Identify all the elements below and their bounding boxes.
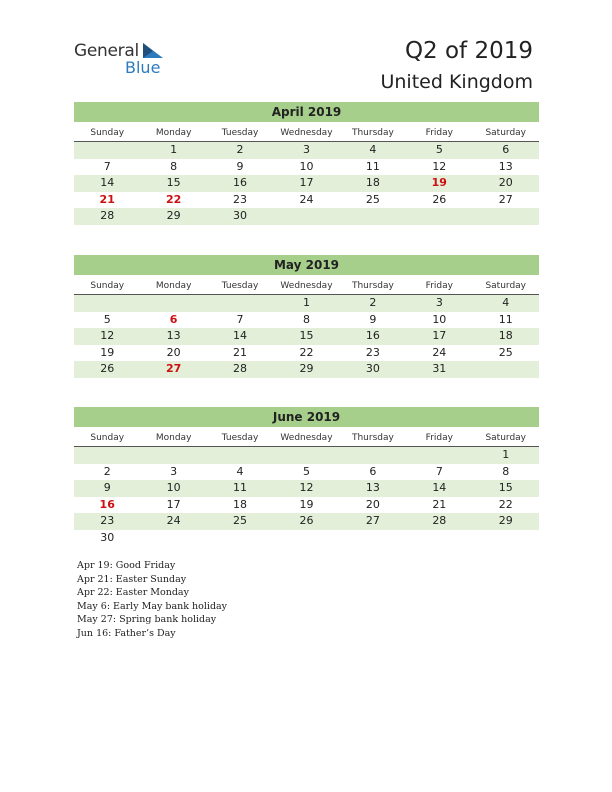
day-cell: 14 (100, 176, 115, 189)
day-cell: 5 (435, 143, 443, 156)
weekday-label: Friday (425, 281, 453, 291)
day-cell: 26 (100, 362, 115, 375)
day-cell: 15 (299, 329, 314, 342)
empty-day-cell (340, 530, 406, 547)
day-cell: 2 (369, 296, 377, 309)
day-cell: 20 (166, 345, 181, 359)
month-may (74, 255, 539, 378)
weekday-label: Sunday (90, 281, 125, 291)
day-cell: 11 (498, 312, 513, 326)
day-cell: 27 (365, 514, 380, 527)
day-cell: 3 (302, 143, 310, 156)
day-cell: 19 (100, 345, 115, 359)
empty-day-cell (140, 447, 206, 464)
day-cell: 4 (236, 464, 244, 478)
day-cell: 14 (432, 481, 447, 494)
holiday-note: Apr 19: Good Friday (77, 560, 176, 571)
holiday-day-cell: 27 (165, 362, 182, 375)
day-cell: 3 (170, 464, 178, 478)
month-title: April 2019 (74, 102, 539, 122)
day-cell: 28 (432, 514, 447, 527)
page-title: Q2 of 2019 (404, 38, 533, 64)
weekday-label: Wednesday (280, 433, 333, 443)
empty-day-cell (273, 530, 339, 547)
day-cell: 1 (302, 296, 310, 309)
day-cell: 18 (365, 176, 380, 189)
day-cell: 7 (103, 159, 111, 173)
day-cell: 21 (233, 345, 248, 359)
day-cell: 17 (299, 176, 314, 189)
empty-day-cell (473, 530, 539, 547)
day-cell: 18 (233, 497, 248, 511)
holiday-day-cell: 19 (431, 176, 447, 189)
weekday-label: Saturday (485, 433, 527, 443)
weekday-label: Monday (155, 281, 192, 291)
empty-day-cell (340, 447, 406, 464)
day-cell: 27 (498, 192, 513, 206)
day-cell: 2 (236, 143, 244, 156)
day-cell: 30 (233, 209, 248, 222)
day-cell: 13 (365, 481, 380, 494)
day-cell: 24 (432, 345, 447, 359)
day-cell: 9 (103, 481, 111, 494)
weekday-label: Friday (425, 433, 453, 443)
day-cell: 10 (299, 159, 314, 173)
month-april (74, 102, 539, 225)
day-cell: 20 (365, 497, 380, 511)
week-row (74, 361, 539, 378)
day-cell: 23 (365, 345, 380, 359)
day-cell: 22 (498, 497, 513, 511)
day-cell: 7 (236, 312, 244, 326)
day-cell: 6 (502, 143, 510, 156)
empty-day-cell (140, 530, 206, 547)
week-row (74, 192, 539, 209)
weekday-label: Tuesday (221, 433, 259, 443)
day-cell: 16 (233, 176, 248, 189)
day-cell: 6 (369, 464, 377, 478)
empty-day-cell (340, 208, 406, 225)
week-row (74, 312, 539, 329)
weekday-label: Wednesday (280, 281, 333, 291)
weekday-label: Sunday (90, 128, 125, 138)
day-cell: 26 (299, 514, 314, 527)
day-cell: 30 (100, 530, 115, 544)
day-cell: 25 (498, 345, 513, 359)
day-cell: 12 (100, 329, 115, 342)
week-row (74, 159, 539, 176)
weekday-label: Saturday (485, 128, 527, 138)
day-cell: 25 (233, 514, 248, 527)
day-cell: 12 (299, 481, 314, 494)
day-cell: 9 (369, 312, 377, 326)
weekday-label: Monday (155, 433, 192, 443)
day-cell: 29 (498, 514, 513, 527)
empty-day-cell (273, 208, 339, 225)
day-cell: 8 (170, 159, 178, 173)
day-cell: 29 (299, 362, 314, 375)
day-cell: 7 (435, 464, 443, 478)
day-cell: 23 (100, 514, 115, 527)
day-cell: 21 (432, 497, 447, 511)
holiday-note: May 27: Spring bank holiday (77, 614, 217, 625)
day-cell: 26 (432, 192, 447, 206)
empty-day-cell (74, 447, 140, 464)
country-name: United Kingdom (380, 71, 533, 93)
day-cell: 5 (302, 464, 310, 478)
logo-word-general: General (74, 41, 139, 61)
logo-word-blue: Blue (125, 58, 161, 77)
day-cell: 24 (166, 514, 181, 527)
empty-day-cell (406, 530, 472, 547)
day-cell: 28 (100, 209, 115, 222)
week-row (74, 175, 539, 192)
logo (74, 41, 174, 77)
day-cell: 17 (432, 329, 447, 342)
day-cell: 5 (103, 312, 111, 326)
empty-day-cell (406, 447, 472, 464)
holiday-note: May 6: Early May bank holiday (77, 600, 228, 612)
holiday-day-cell: 16 (99, 497, 115, 511)
weekday-label: Thursday (351, 281, 394, 291)
day-cell: 1 (502, 448, 510, 461)
day-cell: 11 (233, 481, 248, 494)
week-row (74, 328, 539, 345)
day-cell: 12 (432, 159, 447, 173)
empty-day-cell (473, 208, 539, 225)
month-title: May 2019 (74, 255, 539, 275)
day-cell: 13 (166, 329, 181, 342)
day-cell: 10 (166, 481, 181, 494)
day-cell: 3 (435, 296, 443, 309)
week-row (74, 513, 539, 530)
month-june (74, 407, 539, 546)
empty-day-cell (207, 295, 273, 312)
empty-day-cell (74, 142, 140, 159)
empty-day-cell (207, 447, 273, 464)
day-cell: 30 (365, 362, 380, 375)
day-cell: 16 (365, 329, 380, 342)
weekday-header-row (74, 278, 539, 295)
weekday-label: Tuesday (221, 281, 259, 291)
empty-day-cell (207, 530, 273, 547)
weekday-label: Monday (155, 128, 192, 138)
empty-day-cell (140, 295, 206, 312)
day-cell: 1 (170, 143, 178, 156)
day-cell: 17 (166, 497, 181, 511)
holiday-day-cell: 6 (169, 312, 178, 326)
weekday-header-row (74, 125, 539, 142)
weekday-header-row (74, 430, 539, 447)
day-cell: 19 (299, 497, 314, 511)
day-cell: 8 (502, 464, 510, 478)
logo-triangle-icon (141, 43, 163, 59)
weekday-label: Saturday (485, 281, 527, 291)
day-cell: 29 (166, 209, 181, 222)
day-cell: 4 (369, 143, 377, 156)
weekday-label: Thursday (351, 433, 394, 443)
holiday-note: Apr 21: Easter Sunday (77, 573, 187, 585)
day-cell: 4 (502, 296, 510, 309)
day-cell: 22 (299, 345, 314, 359)
week-row (74, 530, 539, 547)
week-row (74, 480, 539, 497)
weekday-label: Sunday (90, 433, 125, 443)
week-row (74, 142, 539, 159)
week-row (74, 345, 539, 362)
day-cell: 8 (302, 312, 310, 326)
day-cell: 15 (166, 176, 181, 189)
day-cell: 14 (233, 329, 248, 342)
day-cell: 31 (432, 362, 447, 375)
empty-day-cell (406, 208, 472, 225)
weekday-label: Thursday (351, 128, 394, 138)
day-cell: 2 (103, 464, 111, 478)
empty-day-cell (74, 295, 140, 312)
day-cell: 25 (365, 192, 380, 206)
day-cell: 15 (498, 481, 513, 494)
day-cell: 13 (498, 159, 513, 173)
day-cell: 10 (432, 312, 447, 326)
week-row (74, 497, 539, 514)
day-cell: 9 (236, 159, 244, 173)
holiday-note: Jun 16: Father’s Day (77, 627, 176, 639)
weekday-label: Friday (425, 128, 453, 138)
day-cell: 28 (233, 362, 248, 375)
day-cell: 23 (233, 192, 248, 206)
empty-day-cell (273, 447, 339, 464)
day-cell: 24 (299, 192, 314, 206)
week-row (74, 295, 539, 312)
week-row (74, 464, 539, 481)
day-cell: 20 (498, 176, 513, 189)
week-row (74, 208, 539, 225)
day-cell: 18 (498, 329, 513, 342)
month-title: June 2019 (74, 407, 539, 427)
holiday-notes (77, 559, 227, 640)
holiday-note: Apr 22: Easter Monday (77, 587, 189, 598)
weekday-label: Wednesday (280, 128, 333, 138)
week-row (74, 447, 539, 464)
empty-day-cell (473, 361, 539, 378)
holiday-day-cell: 21 (99, 192, 115, 206)
weekday-label: Tuesday (221, 128, 259, 138)
holiday-day-cell: 22 (165, 192, 182, 206)
day-cell: 11 (365, 159, 380, 173)
